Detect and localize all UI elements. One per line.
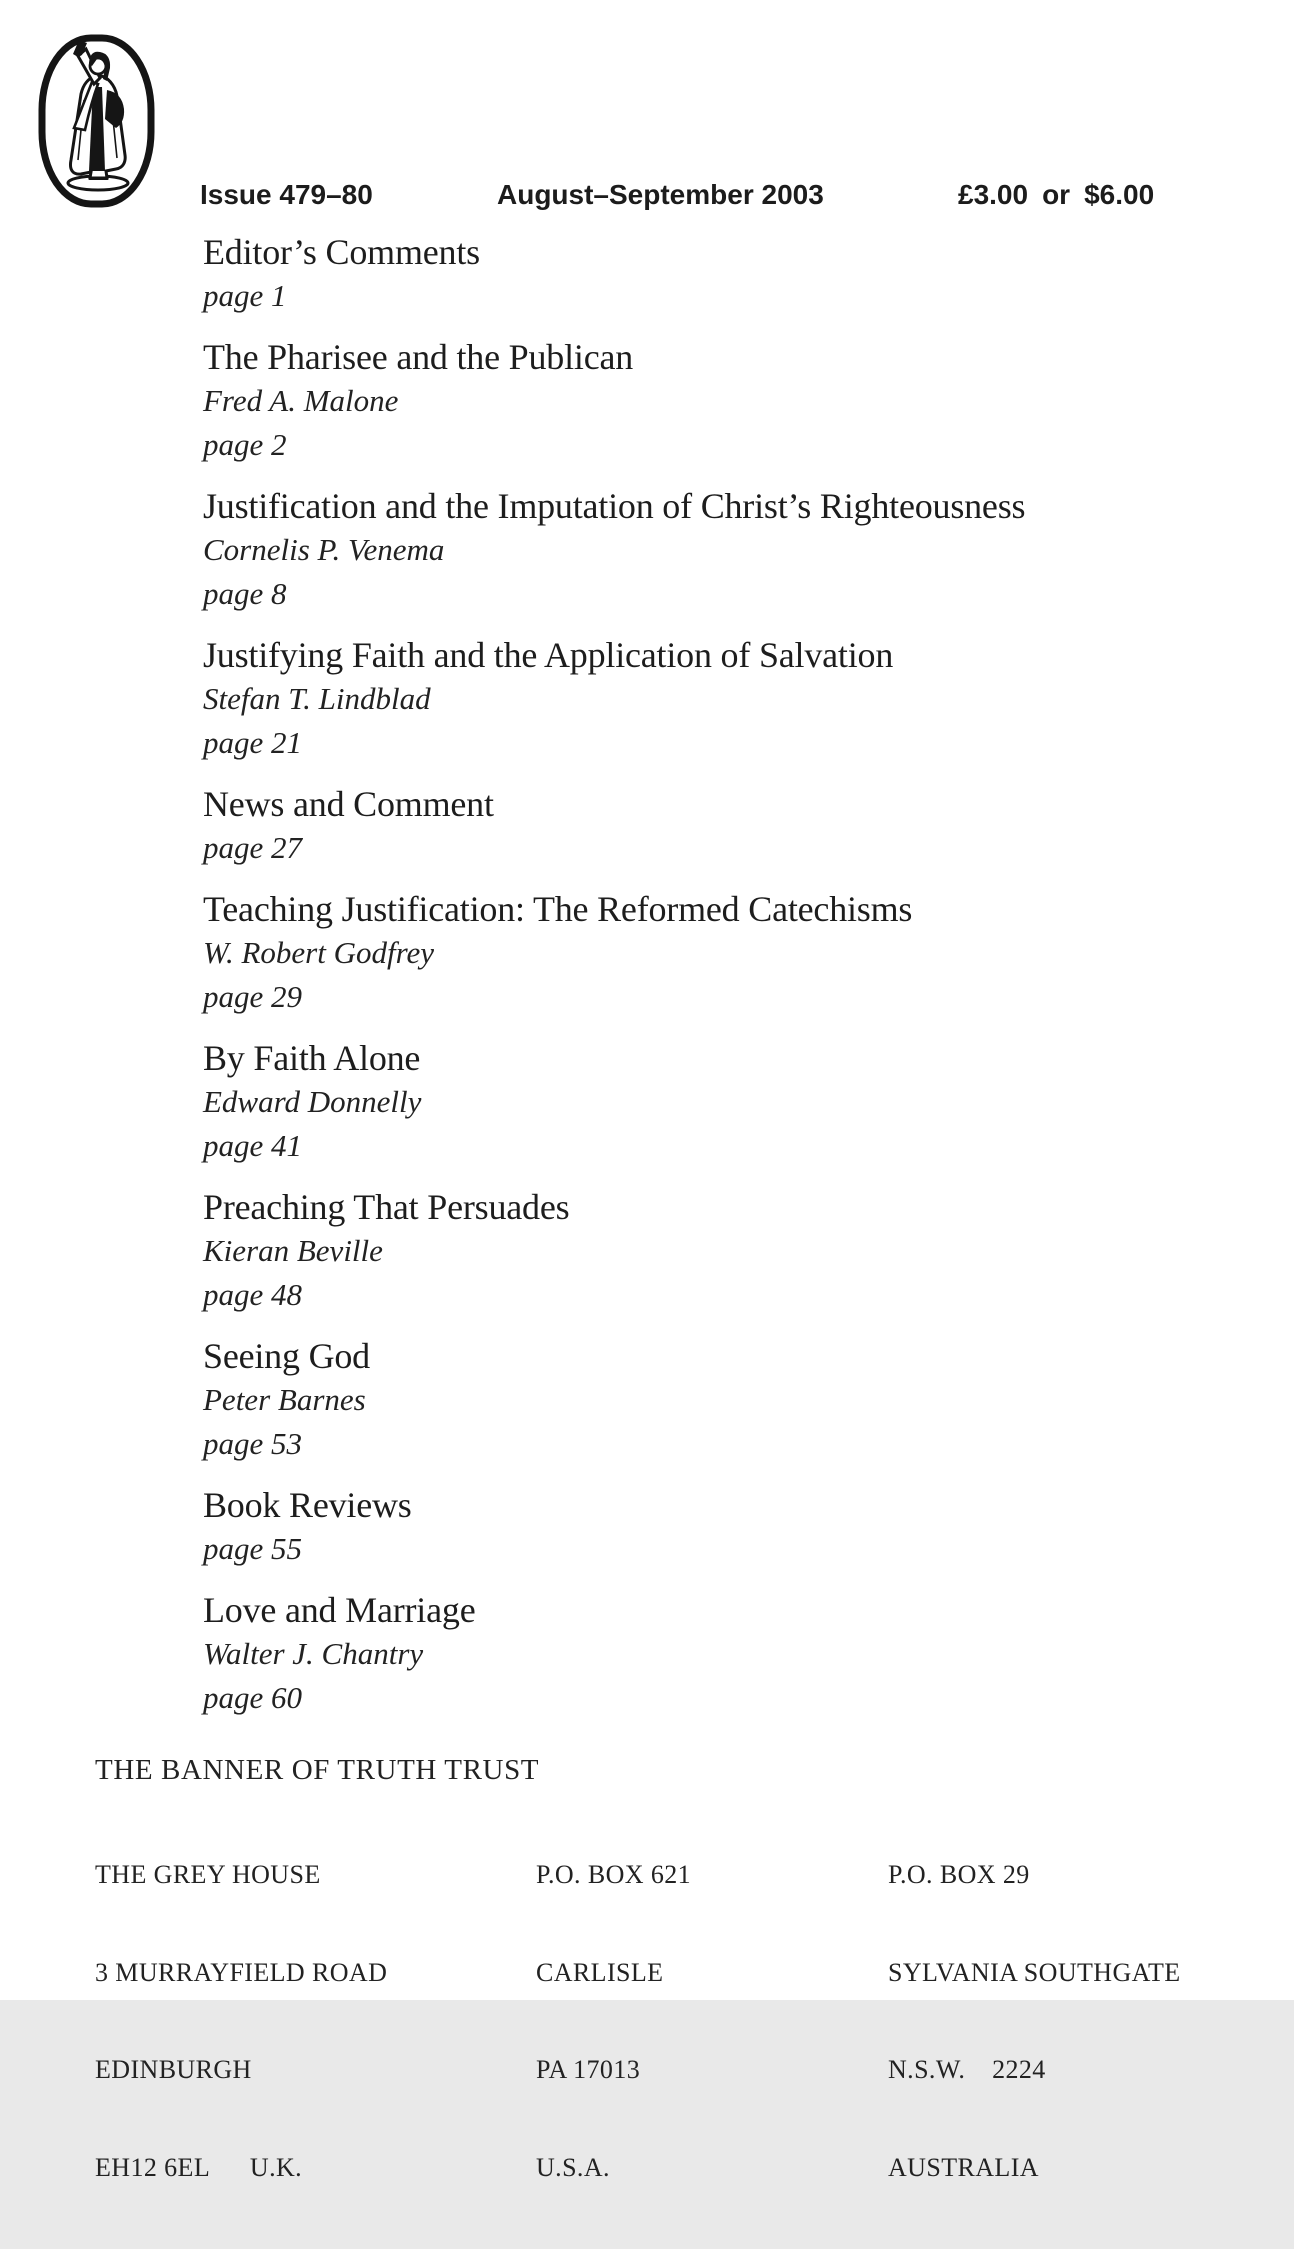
address-uk (95, 1794, 536, 2249)
article-title: The Pharisee and the Publican (203, 337, 634, 377)
preacher-icon (36, 32, 157, 210)
article-author: Kieran Beville (203, 1233, 383, 1268)
article-page: page 8 (203, 576, 287, 611)
article-page: page 55 (203, 1531, 303, 1566)
publisher-footer (95, 1752, 1245, 2249)
issue-date: August–September 2003 (497, 179, 824, 210)
article-title: Justification and the Imputation of Christ’s Righteousness (203, 486, 1026, 526)
issue-number: Issue 479–80 (200, 179, 373, 210)
toc-entry (203, 230, 1243, 318)
article-title: By Faith Alone (203, 1038, 421, 1078)
address-line: N.S.W. 2224 (888, 2055, 1046, 2084)
article-page: page 29 (203, 979, 303, 1014)
article-page: page 41 (203, 1128, 303, 1163)
toc-entry (203, 1036, 1243, 1168)
table-of-contents (203, 230, 1243, 1737)
address-line: P.O. BOX 621 (536, 1860, 692, 1889)
address-line: CARLISLE (536, 1957, 664, 1987)
article-title: Editor’s Comments (203, 232, 480, 272)
article-author: W. Robert Godfrey (203, 935, 435, 970)
article-author: Walter J. Chantry (203, 1636, 424, 1671)
address-line: SYLVANIA SOUTHGATE (888, 1957, 1181, 1987)
address-line: 3 MURRAYFIELD ROAD (95, 1957, 388, 1987)
toc-entry (203, 1483, 1243, 1571)
article-page: page 60 (203, 1680, 303, 1715)
toc-entry (203, 335, 1243, 467)
article-page: page 1 (203, 278, 287, 313)
article-title: Seeing God (203, 1336, 370, 1376)
toc-entry (203, 1334, 1243, 1466)
toc-entry (203, 1588, 1243, 1720)
toc-entry (203, 887, 1243, 1019)
article-author: Edward Donnelly (203, 1084, 422, 1119)
article-author: Cornelis P. Venema (203, 532, 445, 567)
article-author: Stefan T. Lindblad (203, 681, 431, 716)
issue-price: £3.00 or $6.00 (958, 179, 1155, 210)
article-page: page 21 (203, 725, 303, 760)
article-page: page 27 (203, 830, 303, 865)
publisher-addresses (95, 1794, 1245, 2249)
toc-entry (203, 484, 1243, 616)
article-page: page 48 (203, 1277, 303, 1312)
address-line: PA 17013 (536, 2055, 641, 2084)
article-page: page 2 (203, 427, 287, 462)
article-title: Preaching That Persuades (203, 1187, 570, 1227)
toc-entry (203, 1185, 1243, 1317)
toc-entry (203, 782, 1243, 870)
publisher-name: THE BANNER OF TRUTH TRUST (95, 1754, 540, 1786)
toc-entry (203, 633, 1243, 765)
article-author: Fred A. Malone (203, 383, 399, 418)
article-author: Peter Barnes (203, 1382, 366, 1417)
address-australia (888, 1794, 1245, 2249)
address-line: P.O. BOX 29 (888, 1860, 1030, 1889)
banner-of-truth-logo (36, 32, 157, 210)
article-page: page 53 (203, 1426, 303, 1461)
article-title: Teaching Justification: The Reformed Catechisms (203, 889, 913, 929)
address-line: THE GREY HOUSE (95, 1860, 321, 1889)
article-title: News and Comment (203, 784, 494, 824)
article-title: Book Reviews (203, 1485, 412, 1525)
address-line: U.S.A. (536, 2152, 610, 2182)
article-title: Love and Marriage (203, 1590, 476, 1630)
article-title: Justifying Faith and the Application of Salvation (203, 635, 894, 675)
address-line: EDINBURGH (95, 2055, 252, 2084)
address-usa (536, 1794, 888, 2249)
address-line: EH12 6EL U.K. (95, 2152, 303, 2182)
address-line: AUSTRALIA (888, 2152, 1039, 2182)
